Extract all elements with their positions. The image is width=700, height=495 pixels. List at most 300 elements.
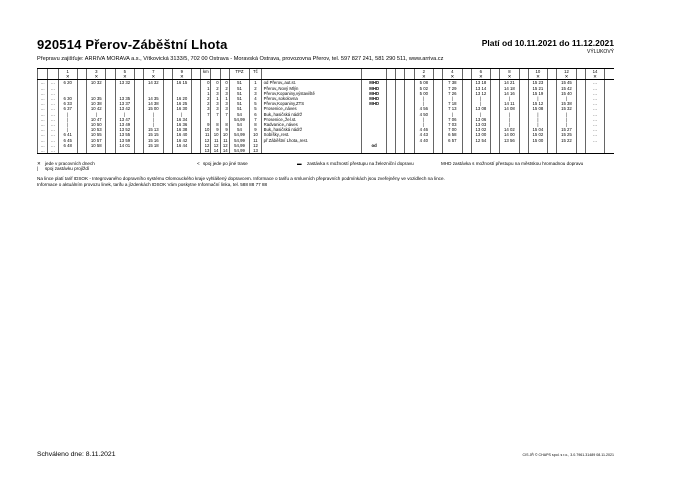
departure-time: 6 58 [443, 132, 462, 137]
km-value: 12 [220, 143, 229, 148]
trip-cell: … [48, 96, 58, 101]
blank-cell [106, 148, 115, 154]
trip-cell: … [48, 86, 58, 91]
km-value: 10 [211, 132, 220, 137]
departure-time: 4 43 [414, 132, 433, 137]
km-value: 1 [201, 91, 211, 96]
departure-time: 16 25 [172, 101, 191, 106]
departure-time: 13 32 [115, 80, 134, 86]
departure-time: 6 33 [58, 101, 77, 106]
trip-cell: … [38, 138, 48, 143]
departure-time [528, 148, 547, 154]
departure-time: 14 11 [500, 101, 519, 106]
trip-cell: … [48, 101, 58, 106]
departure-time: | [557, 96, 576, 101]
workday-icon: ✕ [115, 74, 134, 80]
departure-time: 14 16 [500, 91, 519, 96]
departure-time: 15 25 [557, 132, 576, 137]
departure-time: 13 12 [471, 91, 490, 96]
legend-mhd: MHD zastávka s možností přestupu na městskou hromadnou dopravu [441, 161, 584, 166]
km-value: 3 [211, 91, 220, 96]
departure-time: | [500, 112, 519, 117]
departure-time: 13 55 [115, 132, 134, 137]
workday-icon: ✕ [471, 74, 490, 80]
departure-time: 10 58 [87, 143, 106, 148]
departure-time: 15 13 [144, 127, 163, 132]
connection-note: MHD [362, 101, 387, 106]
station-name: Přerov,,Nový Mlýn [261, 86, 361, 91]
stop-number: 1 [250, 80, 261, 86]
departure-time: 13 02 [471, 127, 490, 132]
operator-info: Přepravu zajišťuje: ARRIVA MORAVA a.s., Vítkovická 3133/5, 702 00 Ostrava - Moravská Ostrava, provozovna Přerov, tel. 597 827 241, 581 290 511, www.arriva.cz [37, 56, 444, 62]
trip-cell: … [38, 132, 48, 137]
km-value: 2 [220, 86, 229, 91]
timetable-subtitle: VÝLUKOVÝ [587, 49, 614, 55]
departure-time: 13 08 [471, 106, 490, 111]
departure-time: 10 55 [87, 132, 106, 137]
trip-number: 3 [87, 69, 106, 75]
departure-time: 10 35 [87, 96, 106, 101]
departure-time: 15 23 [528, 80, 547, 86]
departure-time: | [557, 112, 576, 117]
departure-time: | [115, 112, 134, 117]
departure-time: … [585, 101, 604, 106]
station-name: př Záběštní Lhota,,rest. [261, 138, 361, 143]
workday-icon: ✕ [443, 74, 462, 80]
trip-cell: … [48, 91, 58, 96]
tpz-zone: 54 [229, 127, 250, 132]
tpz-zone: 51 [229, 96, 250, 101]
departure-time: … [585, 138, 604, 143]
departure-time [58, 148, 77, 154]
km-value: 3 [220, 91, 229, 96]
km-value: 8 [211, 122, 220, 127]
departure-time: … [585, 96, 604, 101]
departure-time: 6 37 [58, 106, 77, 111]
departure-time: … [585, 80, 604, 86]
trip-cell: … [48, 80, 58, 86]
departure-time: 15 27 [557, 127, 576, 132]
km-value: 0 [201, 80, 211, 86]
station-name: Prosenice,,žel.st. [261, 117, 361, 122]
departure-time: 14 21 [500, 80, 519, 86]
departure-time: 7 13 [443, 106, 462, 111]
stop-number: 8 [250, 122, 261, 127]
station-name: od Přerov,,aut.st. [261, 80, 361, 86]
departure-time: 4 50 [414, 112, 433, 117]
departure-time: 13 59 [115, 138, 134, 143]
departure-time: 6 45 [58, 138, 77, 143]
departure-time: | [443, 96, 462, 101]
departure-time [172, 148, 191, 154]
departure-time: 16 40 [172, 132, 191, 137]
departure-time [557, 148, 576, 154]
approval-date: Schváleno dne: 8.11.2021 [37, 451, 116, 458]
departure-time: 13 00 [471, 132, 490, 137]
timetable-grid [37, 68, 614, 154]
blank-cell [548, 148, 557, 154]
departure-time: … [585, 91, 604, 96]
departure-time: 10 38 [87, 101, 106, 106]
station-name: Přerov,Kopaniny,ZTS [261, 101, 361, 106]
departure-time: | [500, 122, 519, 127]
departure-time: 15 08 [528, 106, 547, 111]
departure-time: | [528, 96, 547, 101]
trip-cell: … [48, 143, 58, 148]
trip-number: 9 [172, 69, 191, 75]
km-value: 9 [201, 122, 211, 127]
departure-time: 10 42 [87, 106, 106, 111]
departure-time: 16 30 [172, 106, 191, 111]
departure-time: 6 20 [58, 80, 77, 86]
tpz-zone: 54 [229, 122, 250, 127]
legend-bypass: spoj zastávku projíždí [45, 166, 90, 172]
blank-cell [387, 148, 396, 154]
departure-time: 4 56 [414, 106, 433, 111]
trip-number: 12 [557, 69, 576, 75]
departure-time: 14 32 [144, 80, 163, 86]
tc-header: Tč [250, 69, 261, 75]
km-value: 7 [220, 112, 229, 117]
workday-icon: ✕ [500, 74, 519, 80]
departure-time: 15 40 [557, 91, 576, 96]
departure-time: 15 42 [557, 86, 576, 91]
departure-time [500, 148, 519, 154]
km-value: 10 [201, 127, 211, 132]
departure-time: … [585, 132, 604, 137]
blank-cell [192, 148, 201, 154]
trip-number: 8 [500, 69, 519, 75]
departure-time: 16 34 [172, 117, 191, 122]
km-value: 3 [220, 101, 229, 106]
departure-time: 7 18 [443, 101, 462, 106]
departure-time: 12 54 [471, 138, 490, 143]
km-value: 11 [220, 138, 229, 143]
departure-time: 4 40 [414, 138, 433, 143]
departure-time: 14 35 [144, 96, 163, 101]
tpz-zone: 54,99 [229, 117, 250, 122]
departure-time: 13 49 [115, 122, 134, 127]
trip-cell: … [38, 101, 48, 106]
departure-time: 15 38 [557, 101, 576, 106]
blank-cell [163, 148, 172, 154]
departure-time: 15 02 [528, 132, 547, 137]
departure-time: … [585, 86, 604, 91]
trip-cell: … [48, 112, 58, 117]
stop-number: 2 [250, 86, 261, 91]
station-name: Prosenice,,náves [261, 106, 361, 111]
stop-number: 4 [250, 96, 261, 101]
departure-time: 13 37 [115, 101, 134, 106]
km-value: 13 [201, 148, 211, 154]
departure-time [87, 148, 106, 154]
departure-time: 13 06 [471, 117, 490, 122]
blank-cell [576, 148, 585, 154]
departure-time: | [557, 117, 576, 122]
departure-time: 13 03 [471, 122, 490, 127]
departure-time: 16 42 [172, 138, 191, 143]
trip-cell: … [38, 80, 48, 86]
other-route-icon: < [197, 161, 200, 166]
blank-cell [491, 148, 500, 154]
departure-time: | [557, 122, 576, 127]
departure-time: 13 42 [115, 106, 134, 111]
departure-time: 10 53 [87, 127, 106, 132]
km-value: 2 [201, 96, 211, 101]
departure-time: 7 03 [443, 122, 462, 127]
stop-number: 5 [250, 106, 261, 111]
departure-time: 14 00 [500, 132, 519, 137]
workday-icon: ✕ [37, 161, 41, 166]
trip-cell: … [38, 143, 48, 148]
departure-time: 15 00 [144, 106, 163, 111]
trip-number: 5 [115, 69, 134, 75]
trip-cell: … [48, 132, 58, 137]
departure-time: 15 00 [528, 138, 547, 143]
departure-time: 13 56 [500, 138, 519, 143]
departure-time [115, 148, 134, 154]
departure-time: | [414, 96, 433, 101]
tpz-zone: 51 [229, 80, 250, 86]
blank-cell [519, 148, 528, 154]
departure-time: 5 02 [414, 86, 433, 91]
departure-time: | [414, 122, 433, 127]
station-name: Buk,,hasičská nádrž [261, 112, 361, 117]
route-title: 920514 Přerov-Záběštní Lhota [37, 37, 228, 52]
departure-time: | [58, 112, 77, 117]
trip-number: 14 [585, 69, 604, 75]
trip-cell: … [38, 112, 48, 117]
departure-time: | [87, 112, 106, 117]
trip-cell: … [38, 122, 48, 127]
trip-cell: … [48, 127, 58, 132]
departure-time: | [471, 112, 490, 117]
departure-time: 14 18 [500, 86, 519, 91]
km-value: 3 [220, 106, 229, 111]
trip-number: 6 [471, 69, 490, 75]
departure-time [471, 148, 490, 154]
km-value: 1 [201, 86, 211, 91]
departure-time: 4 46 [414, 127, 433, 132]
blank-cell [605, 148, 614, 154]
departure-time: … [585, 122, 604, 127]
trip-cell: … [48, 117, 58, 122]
software-credit: CIS JŘ © CHAPS spol. s r.o., 3.0.7961.31489 08.11.2021 [522, 453, 614, 457]
tpz-zone: 51 [229, 86, 250, 91]
trip-cell: … [38, 127, 48, 132]
departure-time: | [443, 112, 462, 117]
departure-time [414, 148, 433, 154]
tpz-zone: 54,99 [229, 138, 250, 143]
km-value: 3 [211, 101, 220, 106]
departure-time: 13 47 [115, 117, 134, 122]
departure-time: 15 12 [528, 101, 547, 106]
trip-cell: … [38, 91, 48, 96]
tariff-note: Na lince platí tarif IDSOK - Integrovaného dopravního systému Olomouckého kraje vyhlášený dopravcem. Informace o tarifu a smluvních přepravních podmínkách jsou zveřejněny ve vozidlech na lince. [37, 176, 445, 181]
departure-time: 5 00 [414, 91, 433, 96]
departure-time: 6 48 [58, 143, 77, 148]
departure-time: | [528, 112, 547, 117]
departure-time: 16 15 [172, 80, 191, 86]
km-value: 12 [201, 138, 211, 143]
km-value: 8 [220, 122, 229, 127]
departure-time: … [585, 112, 604, 117]
departure-time: | [500, 117, 519, 122]
departure-time: 13 35 [115, 96, 134, 101]
legend-workday: jede v pracovních dnech [45, 161, 95, 166]
trip-cell: … [38, 106, 48, 111]
departure-time: 7 06 [443, 117, 462, 122]
connection-note [362, 148, 387, 154]
blank-cell [77, 148, 86, 154]
departure-time: | [144, 112, 163, 117]
info-line-note: Informace o aktuálním provozu linek, tarifu a jízdenkách IDSOK Vám poskytne Informační linka, tel. 588 88 77 88 [37, 182, 268, 188]
tpz-zone: 51 [229, 106, 250, 111]
km-value: 12 [201, 143, 211, 148]
departure-time: 6 30 [58, 96, 77, 101]
stop-number: 12 [250, 143, 261, 148]
validity-period: Platí od 10.11.2021 do 11.12.2021 [481, 38, 614, 48]
departure-time [585, 148, 604, 154]
departure-time: | [144, 117, 163, 122]
connection-note: od [362, 143, 387, 148]
trip-cell: … [38, 117, 48, 122]
km-value: 11 [201, 132, 211, 137]
departure-time: 15 21 [528, 86, 547, 91]
departure-time: 7 26 [443, 91, 462, 96]
departure-time: 16 44 [172, 143, 191, 148]
workday-icon: ✕ [557, 74, 576, 80]
departure-time: 15 45 [557, 80, 576, 86]
departure-time: 15 16 [144, 138, 163, 143]
tpz-zone: 54,99 [229, 148, 250, 154]
connection-note: MHD [362, 86, 387, 91]
departure-time: 15 04 [528, 127, 547, 132]
station-name: Přerov,Kopaniny,výstaviště [261, 91, 361, 96]
departure-time: 14 02 [500, 127, 519, 132]
blank-cell [405, 148, 414, 154]
departure-time: 13 14 [471, 86, 490, 91]
stop-number: 11 [250, 138, 261, 143]
stop-number: 3 [250, 91, 261, 96]
station-name: Sobíšky,,rest. [261, 132, 361, 137]
trip-cell: … [48, 138, 58, 143]
tpz-zone: 54 [229, 112, 250, 117]
workday-icon: ✕ [585, 74, 604, 80]
departure-time: | [414, 101, 433, 106]
departure-time: 15 32 [557, 106, 576, 111]
departure-time: 6 41 [58, 132, 77, 137]
trip-cell: … [38, 96, 48, 101]
departure-time: 13 18 [471, 80, 490, 86]
departure-time: … [585, 117, 604, 122]
tariff-notes [37, 176, 597, 189]
km-value: 2 [211, 86, 220, 91]
trip-number: 7 [144, 69, 163, 75]
km-value: 1 [220, 96, 229, 101]
trip-number: 10 [528, 69, 547, 75]
departure-time: 15 18 [144, 143, 163, 148]
departure-time: | [471, 101, 490, 106]
departure-time: | [528, 117, 547, 122]
km-header: km [201, 69, 211, 75]
departure-time: | [172, 112, 191, 117]
departure-time: 14 01 [115, 143, 134, 148]
departure-time: 16 38 [172, 127, 191, 132]
blank-cell [434, 148, 443, 154]
departure-time [443, 148, 462, 154]
departure-time: … [585, 106, 604, 111]
km-value: 10 [220, 132, 229, 137]
km-value: 3 [201, 106, 211, 111]
km-value: 12 [211, 143, 220, 148]
tpz-zone: 51 [229, 101, 250, 106]
tpz-zone: 51 [229, 91, 250, 96]
departure-time: 7 29 [443, 86, 462, 91]
departure-time: 10 50 [87, 122, 106, 127]
km-value: 9 [220, 127, 229, 132]
connection-note: MHD [362, 96, 387, 101]
departure-time: 10 47 [87, 117, 106, 122]
trip-number: 4 [443, 69, 462, 75]
tpz-zone: 54,99 [229, 143, 250, 148]
departure-time: | [58, 127, 77, 132]
trip-cell: … [38, 148, 48, 154]
km-value: 7 [201, 112, 211, 117]
workday-icon: ✕ [87, 74, 106, 80]
workday-icon: ✕ [144, 74, 163, 80]
legend-other-route: spoj jede po jiné trase [203, 161, 248, 166]
departure-time: | [528, 122, 547, 127]
workday-icon: ✕ [172, 74, 191, 80]
train-icon: ▬ [297, 161, 302, 166]
departure-time: | [471, 96, 490, 101]
trip-number: 2 [414, 69, 433, 75]
km-value: 7 [211, 112, 220, 117]
km-value: 0 [220, 80, 229, 86]
departure-time: 7 38 [443, 80, 462, 86]
trip-cell: … [48, 148, 58, 154]
connection-note: MHD [362, 91, 387, 96]
departure-time: 10 57 [87, 138, 106, 143]
departure-time [144, 148, 163, 154]
station-name: Přerov,,sokolovna [261, 96, 361, 101]
timetable-row [38, 148, 615, 154]
trip-cell: … [48, 106, 58, 111]
station-name: Buk,,hasičská nádrž [261, 127, 361, 132]
departure-time: 10 32 [87, 80, 106, 86]
blank-cell [135, 148, 144, 154]
departure-time: 15 22 [557, 138, 576, 143]
departure-time: 13 52 [115, 127, 134, 132]
workday-icon: ✕ [414, 74, 433, 80]
tpz-zone: 54,99 [229, 132, 250, 137]
workday-icon: ✕ [528, 74, 547, 80]
departure-time: 5 08 [414, 80, 433, 86]
trip-cell: … [38, 86, 48, 91]
departure-time: | [58, 117, 77, 122]
departure-time: | [414, 117, 433, 122]
legend-rail: zastávka s možností přestupu na železniční dopravu [307, 161, 414, 166]
departure-time: 6 57 [443, 138, 462, 143]
blank-cell [396, 148, 405, 154]
departure-time: … [585, 127, 604, 132]
departure-time: 14 08 [500, 106, 519, 111]
km-value: 9 [211, 127, 220, 132]
blank-cell [462, 148, 471, 154]
stop-number: 13 [250, 148, 261, 154]
tpz-header: TPZ [229, 69, 250, 75]
